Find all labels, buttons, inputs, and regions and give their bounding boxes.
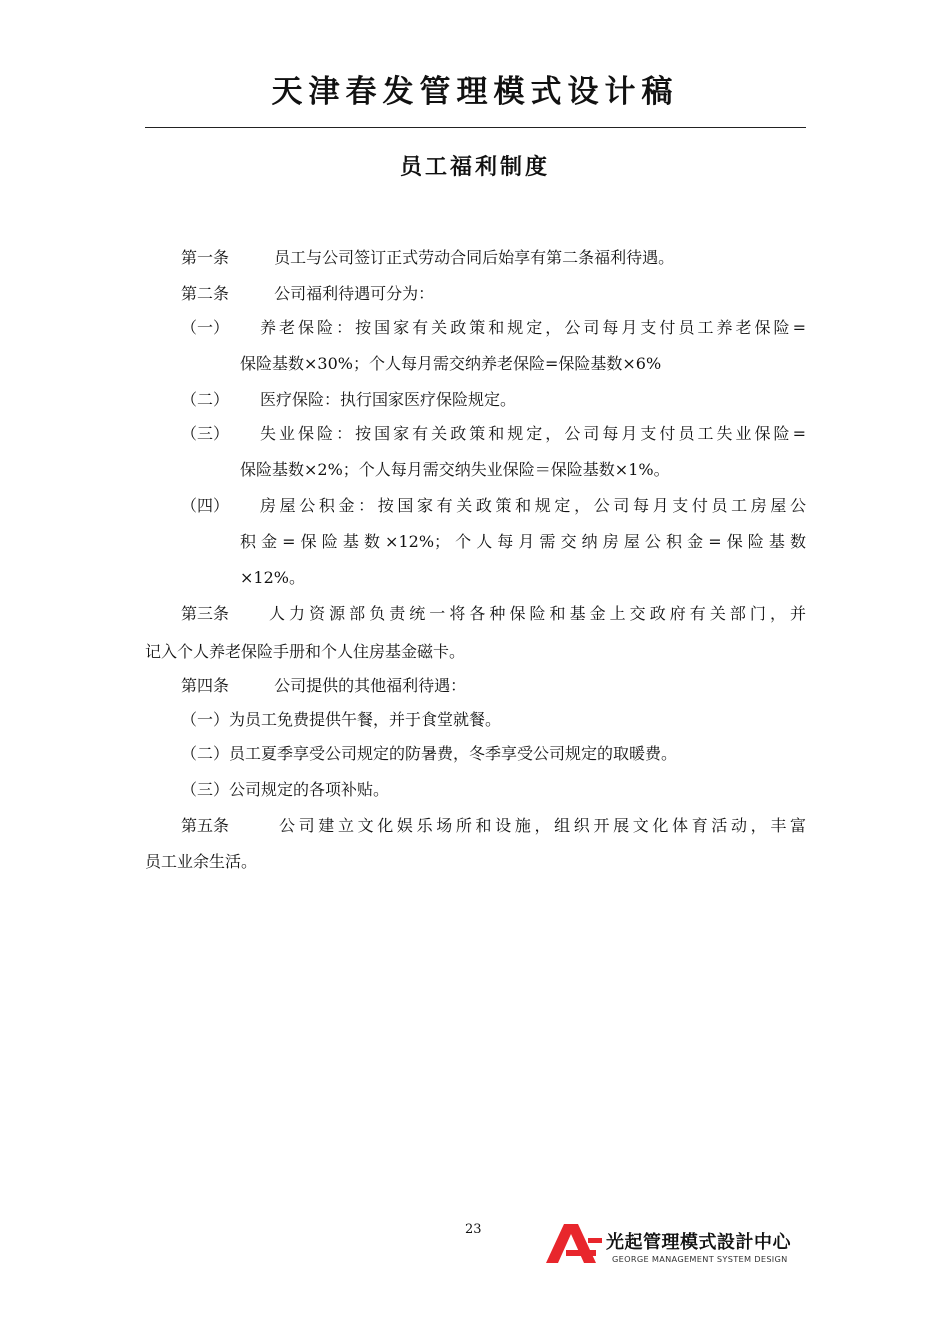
item-text: 积金=保险基数×12%；个人每月需交纳房屋公积金=保险基数 xyxy=(240,532,806,551)
list-item xyxy=(181,496,229,516)
logo-subtitle: GEORGE MANAGEMENT SYSTEM DESIGN xyxy=(612,1254,788,1264)
item-text: 保险基数×2%；个人每月需交纳失业保险＝保险基数×1%。 xyxy=(240,460,670,479)
article-text: 人力资源部负责统一将各种保险和基金上交政府有关部门，并 xyxy=(269,604,806,623)
article-1 xyxy=(181,248,674,268)
item-text: 养老保险：按国家有关政策和规定，公司每月支付员工养老保险= xyxy=(260,318,806,337)
article-text: 公司福利待遇可分为： xyxy=(274,284,435,303)
article-label: 第二条 xyxy=(181,284,230,303)
item-text: 房屋公积金：按国家有关政策和规定，公司每月支付员工房屋公 xyxy=(260,496,806,515)
article-label: 第四条 xyxy=(181,676,230,695)
company-logo xyxy=(546,1222,811,1267)
item-label: （四） xyxy=(181,496,230,515)
list-item: （一）为员工免费提供午餐，并于食堂就餐。 xyxy=(181,710,502,729)
article-label: 第三条 xyxy=(181,604,230,623)
header-title: 天津春发管理模式设计稿 xyxy=(271,74,679,110)
list-item xyxy=(181,318,229,338)
document-title: 员工福利制度 xyxy=(399,155,550,180)
logo-name: 光起管理模式設計中心 xyxy=(606,1232,791,1253)
item-label: （三） xyxy=(181,424,230,443)
item-label: （二） xyxy=(181,390,230,409)
item-text: 保险基数×30%；个人每月需交纳养老保险=保险基数×6% xyxy=(240,354,662,373)
article-4 xyxy=(181,676,466,696)
page-number: 23 xyxy=(465,1222,482,1237)
article-3 xyxy=(181,604,229,624)
article-text: 员工与公司签订正式劳动合同后始享有第二条福利待遇。 xyxy=(274,248,675,267)
list-item xyxy=(181,424,229,444)
logo-a-mark-icon xyxy=(546,1222,604,1267)
list-item: （二）员工夏季享受公司规定的防暑费，冬季享受公司规定的取暖费。 xyxy=(181,744,678,763)
article-5 xyxy=(181,816,229,836)
header-rule xyxy=(145,127,806,128)
article-text: 员工业余生活。 xyxy=(145,852,258,871)
article-text: 记入个人养老保险手册和个人住房基金磁卡。 xyxy=(145,642,466,661)
list-item: （三）公司规定的各项补贴。 xyxy=(181,780,390,799)
article-label: 第五条 xyxy=(181,816,230,835)
item-text: ×12%。 xyxy=(240,568,305,587)
article-2 xyxy=(181,284,434,304)
article-text: 公司建立文化娱乐场所和设施，组织开展文化体育活动，丰富 xyxy=(279,816,806,835)
item-text: 失业保险：按国家有关政策和规定，公司每月支付员工失业保险= xyxy=(260,424,806,443)
list-item xyxy=(181,390,229,410)
item-text: 医疗保险：执行国家医疗保险规定。 xyxy=(260,390,517,409)
item-label: （一） xyxy=(181,318,230,337)
article-text: 公司提供的其他福利待遇： xyxy=(274,676,467,695)
article-label: 第一条 xyxy=(181,248,230,267)
